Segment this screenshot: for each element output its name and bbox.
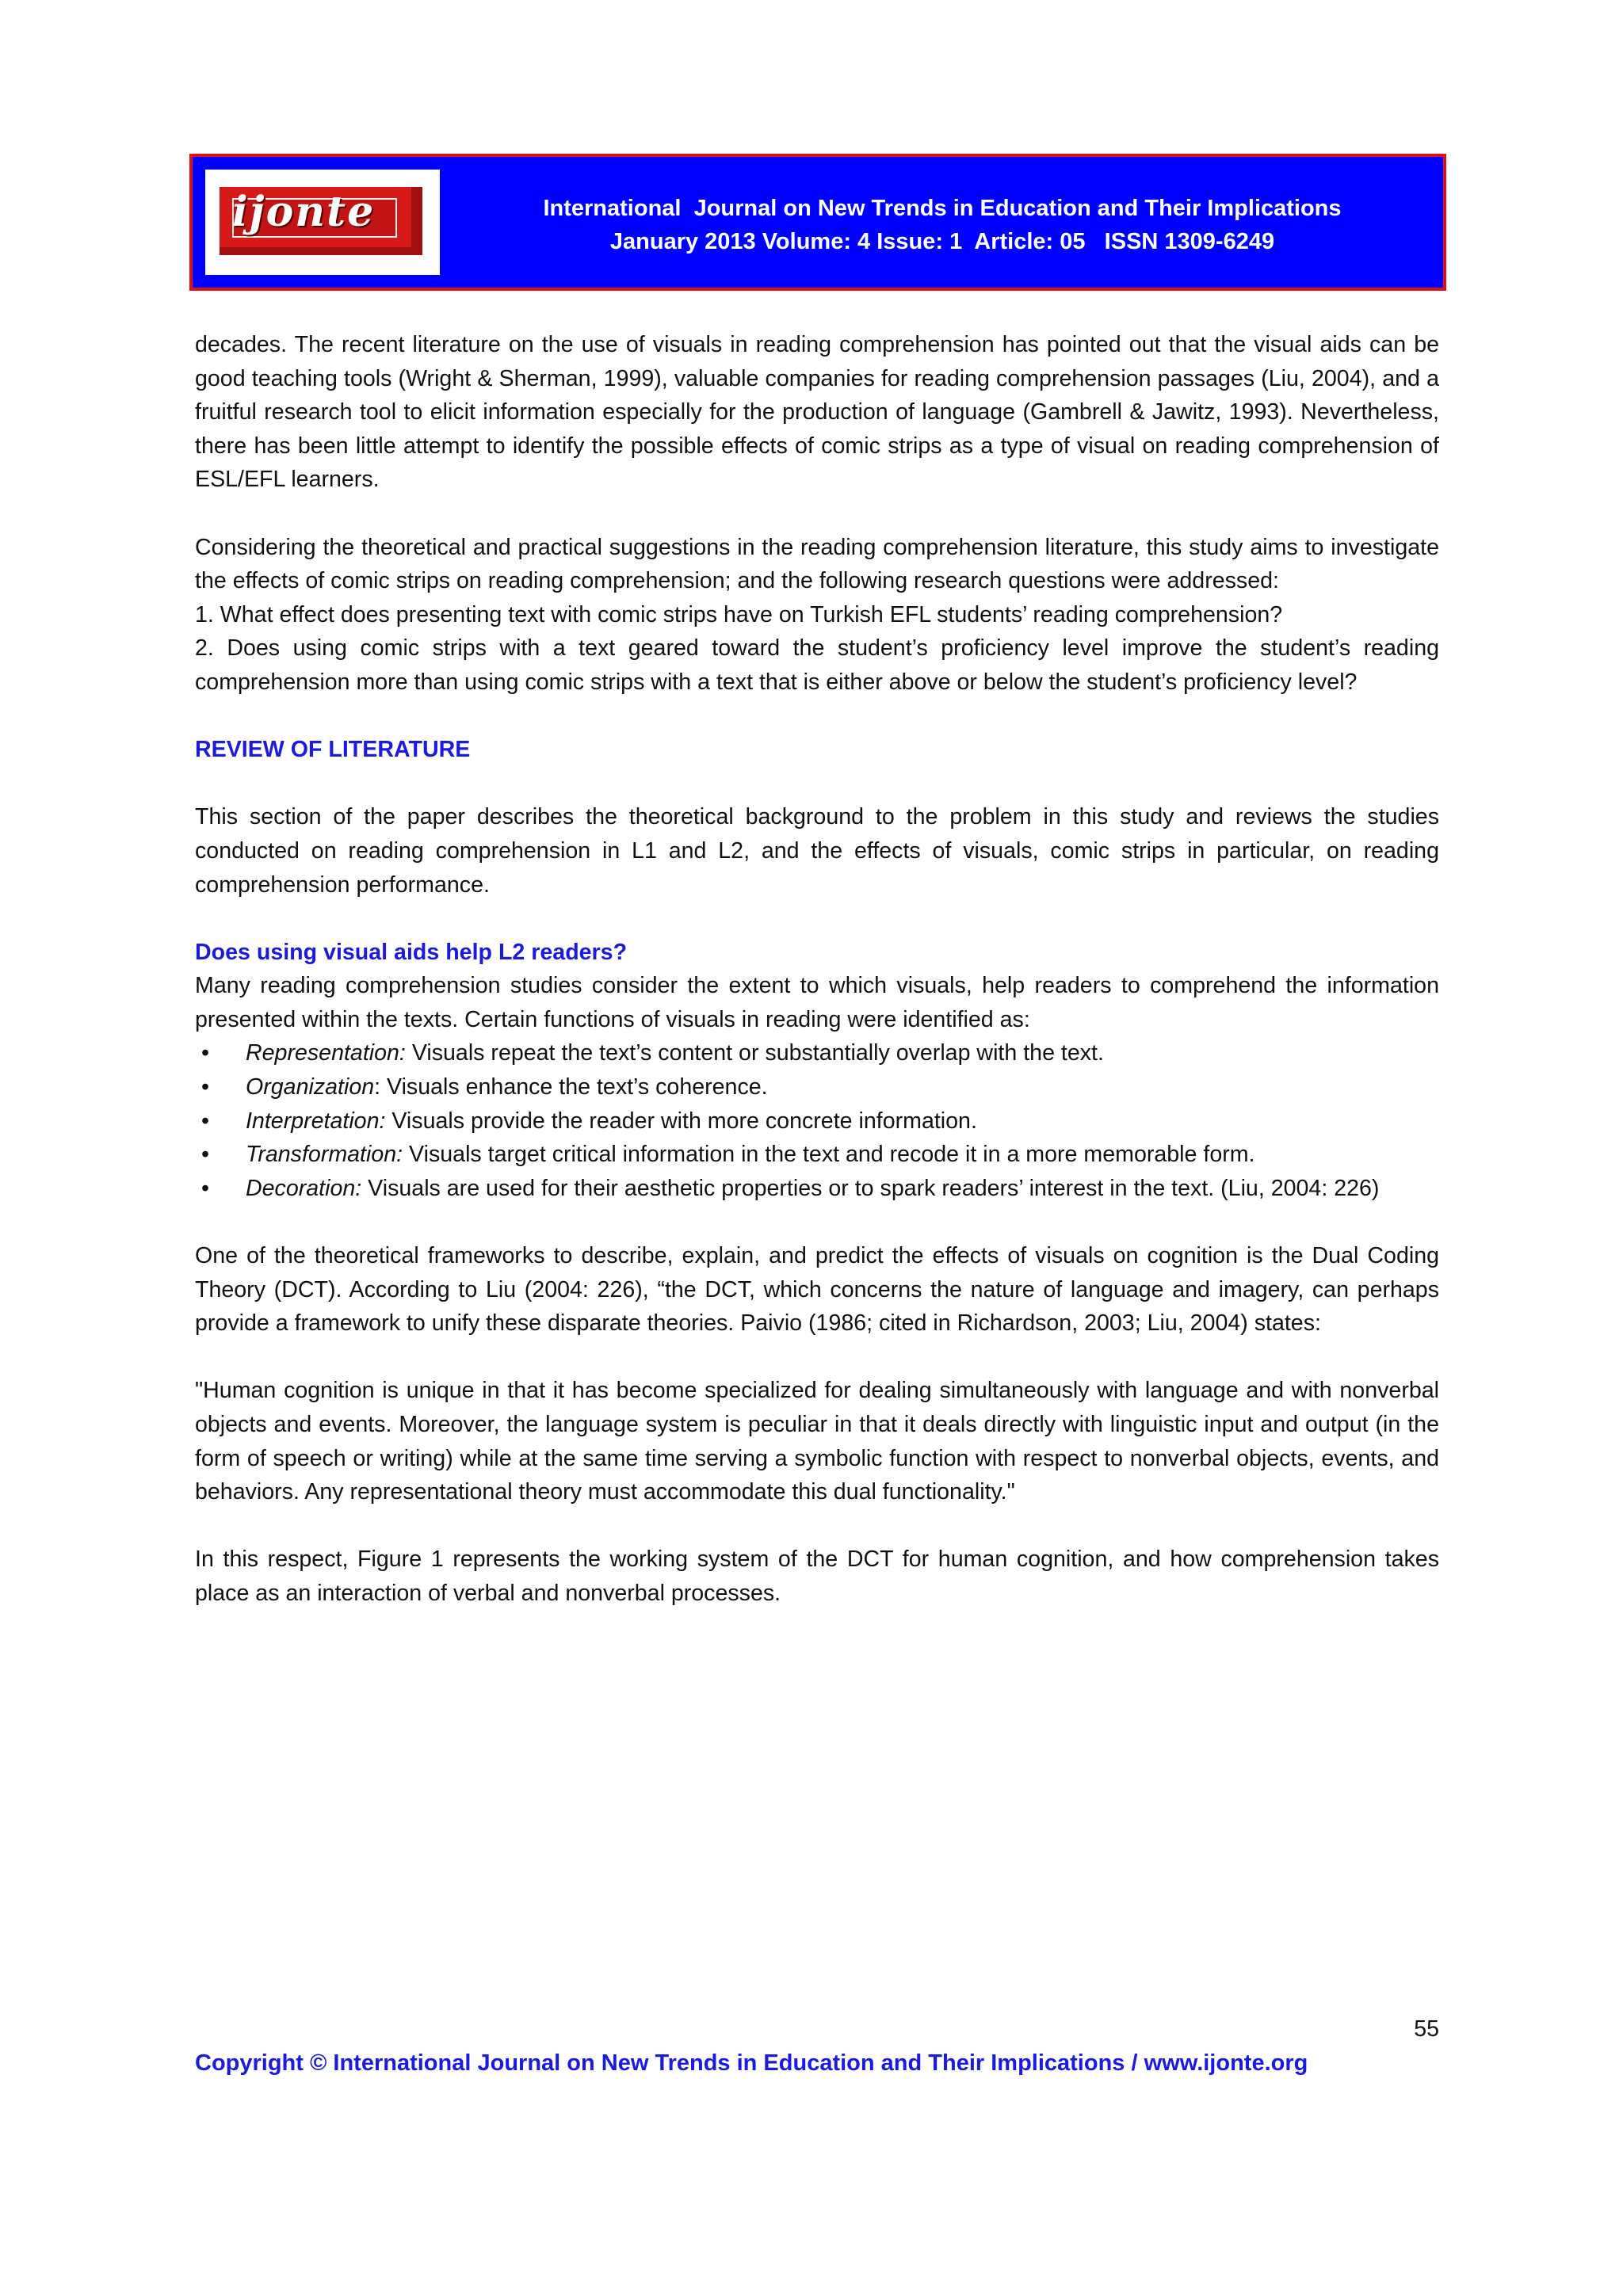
bullet-icon: • (201, 1040, 210, 1066)
journal-title: International Journal on New Trends in Education and Their Implications (543, 196, 1342, 221)
research-question-1: 1. What effect does presenting text with comic strips have on Turkish EFL students’ reading comprehension? (195, 601, 1283, 627)
function-term: Decoration: (246, 1175, 362, 1201)
paragraph-dual-coding-theory: One of the theoretical frameworks to describe, explain, and predict the effects of visuals on cognition is the Dual Coding Theory (DCT). According to Liu (2004: 226), “the DCT, which concerns the nature of language and imagery, can perhaps provide a framework to unify these disparate theories. Paivio (1986; cited in Richardson, 2003; Liu, 2004) states: (195, 1243, 1439, 1337)
bullet-icon: • (201, 1142, 210, 1168)
journal-logo (205, 170, 440, 275)
section-heading-review: REVIEW OF LITERATURE (195, 737, 471, 763)
list-item (195, 1172, 1439, 1206)
function-term: Representation: (246, 1040, 406, 1066)
logo-text: ijonte (232, 188, 376, 236)
function-description: Visuals target critical information in the text and recode it in a more memorable form. (403, 1142, 1255, 1168)
paragraph-study-aims: Considering the theoretical and practical suggestions in the reading comprehension literature, this study aims to investigate the effects of comic strips on reading comprehension; and the following research questions were addressed: (195, 534, 1439, 594)
copyright-footer: Copyright © International Journal on New Trends in Education and Their Implications / www.ijonte.org (195, 2050, 1308, 2076)
paragraph-review-intro: This section of the paper describes the theoretical background to the problem in this study and reviews the studies conducted on reading comprehension in L1 and L2, and the effects of visuals, comic strips in particular, on reading comprehension performance. (195, 804, 1439, 898)
block-quote-paivio: "Human cognition is unique in that it has become specialized for dealing simultaneously with language and with nonverbal objects and events. Moreover, the language system is peculiar in that it deals directly with linguistic input and output (in the form of speech or writing) while at the same time serving a symbolic function with respect to nonverbal objects, events, and behaviors. Any representational theory must accommodate this dual functionality." (195, 1378, 1439, 1505)
list-item (195, 1036, 1439, 1070)
bullet-icon: • (201, 1108, 210, 1134)
function-description: Visuals provide the reader with more concrete information. (385, 1108, 977, 1134)
journal-info (454, 192, 1430, 258)
journal-header-banner (189, 154, 1446, 291)
issue-info: January 2013 Volume: 4 Issue: 1 Article: 05 ISSN 1309-6249 (609, 229, 1275, 254)
visual-functions-list (195, 1036, 1439, 1205)
function-description: Visuals are used for their aesthetic properties or to spark readers’ interest in the text. (Liu, 2004: 226) (361, 1175, 1380, 1201)
paragraph-figure-reference: In this respect, Figure 1 represents the working system of the DCT for human cognition, and how comprehension takes place as an interaction of verbal and nonverbal processes. (195, 1547, 1439, 1606)
paragraph-visual-functions: Many reading comprehension studies consider the extent to which visuals, help readers to comprehend the information presented within the texts. Certain functions of visuals in reading were identified as: (195, 973, 1439, 1032)
article-body (195, 328, 1439, 1611)
function-description: : Visuals enhance the text’s coherence. (374, 1074, 768, 1100)
bullet-icon: • (201, 1175, 210, 1201)
function-term: Transformation: (246, 1142, 403, 1168)
list-item (195, 1104, 1439, 1138)
research-question-2: 2. Does using comic strips with a text geared toward the student’s proficiency level improve the student’s reading comprehension more than using comic strips with a text that is either above or below the student’s proficiency level? (195, 635, 1439, 695)
page-number: 55 (1414, 2016, 1439, 2042)
function-description: Visuals repeat the text’s content or substantially overlap with the text. (405, 1040, 1104, 1066)
paragraph-intro-continued: decades. The recent literature on the use of visuals in reading comprehension has pointed out that the visual aids can be good teaching tools (Wright & Sherman, 1999), valuable companies for reading comprehension passages (Liu, 2004), and a fruitful research tool to elicit information especially for the production of language (Gambrell & Jawitz, 1993). Nevertheless, there has been little attempt to identify the possible effects of comic strips as a type of visual on reading comprehension of ESL/EFL learners. (195, 332, 1439, 493)
function-term: Interpretation: (246, 1108, 386, 1134)
function-term: Organization (246, 1074, 375, 1100)
list-item (195, 1070, 1439, 1104)
subsection-heading-visual-aids: Does using visual aids help L2 readers? (195, 939, 628, 965)
list-item (195, 1138, 1439, 1172)
bullet-icon: • (201, 1074, 210, 1100)
